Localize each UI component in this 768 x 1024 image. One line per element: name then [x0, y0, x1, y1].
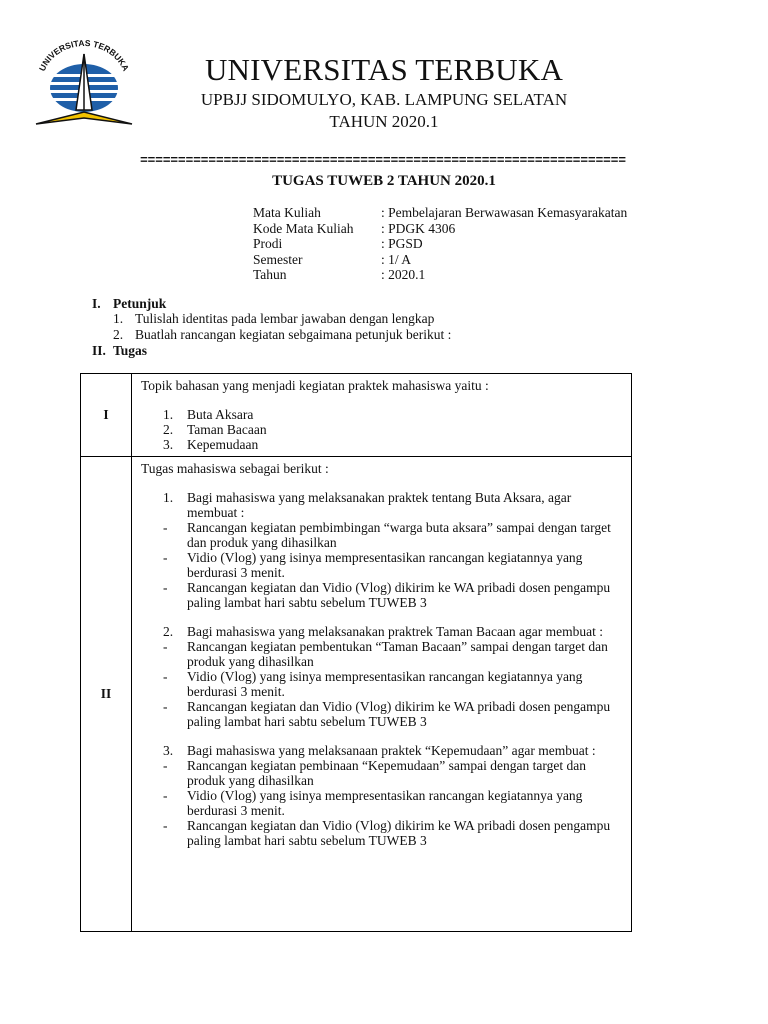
topic-text: Buta Aksara — [187, 407, 254, 422]
list-number: 2. — [113, 327, 124, 342]
list-number: 1. — [113, 311, 124, 326]
info-label: Mata Kuliah — [253, 205, 321, 220]
info-row — [253, 221, 627, 237]
section-number: I. — [92, 296, 101, 311]
topic-item — [141, 437, 621, 452]
header-subtitle: UPBJJ SIDOMULYO, KAB. LAMPUNG SELATAN — [200, 90, 568, 109]
info-row — [253, 267, 627, 283]
university-logo — [28, 38, 140, 130]
task-subitem — [141, 758, 621, 788]
info-value: : Pembelajaran Berwawasan Kemasyarakatan — [381, 205, 628, 220]
task-group — [141, 743, 621, 758]
task-number: 3. — [163, 743, 174, 758]
task-group — [141, 490, 621, 520]
subitem-text: Vidio (Vlog) yang isinya mempresentasikan rancangan kegiatannya yang berdurasi 3 menit. — [187, 669, 583, 699]
row-number: II — [81, 457, 132, 932]
row-number: I — [81, 374, 132, 457]
subitem-text: Rancangan kegiatan pembentukan “Taman Bacaan” sampai dengan target dan produk yang dihasilkan — [187, 639, 608, 669]
subitem-text: Vidio (Vlog) yang isinya mempresentasikan rancangan kegiatannya yang berdurasi 3 menit. — [187, 788, 583, 818]
table-row — [81, 457, 632, 932]
list-item — [113, 311, 451, 327]
petunjuk-list — [113, 311, 451, 343]
tasks-table — [80, 373, 632, 932]
info-label: Semester — [253, 251, 303, 267]
task-subitem — [141, 520, 621, 550]
row-content — [132, 374, 632, 457]
info-label: Tahun — [253, 267, 287, 282]
document-title: TUGAS TUWEB 2 TAHUN 2020.1 — [272, 173, 496, 189]
topic-number: 3. — [163, 437, 174, 452]
subitem-text: Rancangan kegiatan dan Vidio (Vlog) dikirim ke WA pribadi dosen pengampu paling lambat hari sabtu sebelum TUWEB 3 — [187, 580, 611, 610]
task-subitem — [141, 788, 621, 818]
task-subitem — [141, 818, 621, 848]
bullet-dash: - — [163, 580, 168, 595]
section-tugas-heading — [92, 343, 147, 359]
topic-number: 2. — [163, 422, 174, 437]
list-text: Buatlah rancangan kegiatan sebgaimana petunjuk berikut : — [135, 327, 452, 342]
bullet-dash: - — [163, 758, 168, 773]
section-petunjuk-heading — [92, 296, 166, 312]
topic-item — [141, 407, 621, 422]
topic-text: Kepemudaan — [187, 437, 259, 452]
bullet-dash: - — [163, 788, 168, 803]
topic-text: Taman Bacaan — [187, 422, 267, 437]
task-subitem — [141, 550, 621, 580]
bullet-dash: - — [163, 520, 168, 535]
info-value: : 1/ A — [381, 251, 412, 267]
section-number: II. — [92, 343, 106, 358]
subitem-text: Rancangan kegiatan dan Vidio (Vlog) dikirim ke WA pribadi dosen pengampu paling lambat hari sabtu sebelum TUWEB 3 — [187, 818, 611, 848]
info-row — [253, 252, 627, 268]
task-subitem — [141, 580, 621, 610]
task-number: 2. — [163, 624, 174, 639]
header-year: TAHUN 2020.1 — [329, 112, 439, 131]
list-item — [113, 327, 451, 343]
task-subitem — [141, 669, 621, 699]
task-subitem — [141, 639, 621, 669]
info-value: : PDGK 4306 — [381, 220, 456, 236]
task-group — [141, 624, 621, 639]
task-text: Bagi mahasiswa yang melaksanakan praktek tentang Buta Aksara, agar membuat : — [187, 490, 572, 520]
topic-item — [141, 422, 621, 437]
logo-text: UNIVERSITAS TERBUKA — [36, 38, 132, 73]
bullet-dash: - — [163, 550, 168, 565]
subitem-text: Rancangan kegiatan pembinaan “Kepemudaan” sampai dengan target dan produk yang dihasilkan — [187, 758, 586, 788]
list-text: Tulislah identitas pada lembar jawaban dengan lengkap — [135, 311, 435, 326]
task-text: Bagi mahasiswa yang melaksanaan praktek “Kepemudaan” agar membuat : — [187, 743, 596, 758]
row-intro: Tugas mahasiswa sebagai berikut : — [141, 461, 329, 476]
info-value: : 2020.1 — [381, 267, 426, 282]
bullet-dash: - — [163, 639, 168, 654]
info-value: : PGSD — [381, 236, 423, 251]
info-label: Prodi — [253, 236, 283, 251]
row-content — [132, 457, 632, 932]
bullet-dash: - — [163, 669, 168, 684]
subitem-text: Rancangan kegiatan pembimbingan “warga buta aksara” sampai dengan target dan produk yang dihasilkan — [187, 520, 611, 550]
row-intro: Topik bahasan yang menjadi kegiatan praktek mahasiswa yaitu : — [141, 378, 489, 393]
table-row — [81, 374, 632, 457]
info-row — [253, 236, 627, 252]
subitem-text: Vidio (Vlog) yang isinya mempresentasikan rancangan kegiatannya yang berdurasi 3 menit. — [187, 550, 583, 580]
topic-number: 1. — [163, 407, 174, 422]
bullet-dash: - — [163, 699, 168, 714]
subitem-text: Rancangan kegiatan dan Vidio (Vlog) dikirim ke WA pribadi dosen pengampu paling lambat hari sabtu sebelum TUWEB 3 — [187, 699, 611, 729]
info-label: Kode Mata Kuliah — [253, 220, 354, 236]
section-title: Tugas — [113, 343, 148, 358]
section-title: Petunjuk — [113, 296, 167, 311]
task-number: 1. — [163, 490, 174, 505]
separator-rule: ================================================================ — [140, 152, 626, 167]
header-title: UNIVERSITAS TERBUKA — [204, 52, 564, 87]
task-subitem — [141, 699, 621, 729]
bullet-dash: - — [163, 818, 168, 833]
course-info — [253, 205, 627, 283]
task-text: Bagi mahasiswa yang melaksanakan praktrek Taman Bacaan agar membuat : — [187, 624, 604, 639]
info-row — [253, 205, 627, 221]
